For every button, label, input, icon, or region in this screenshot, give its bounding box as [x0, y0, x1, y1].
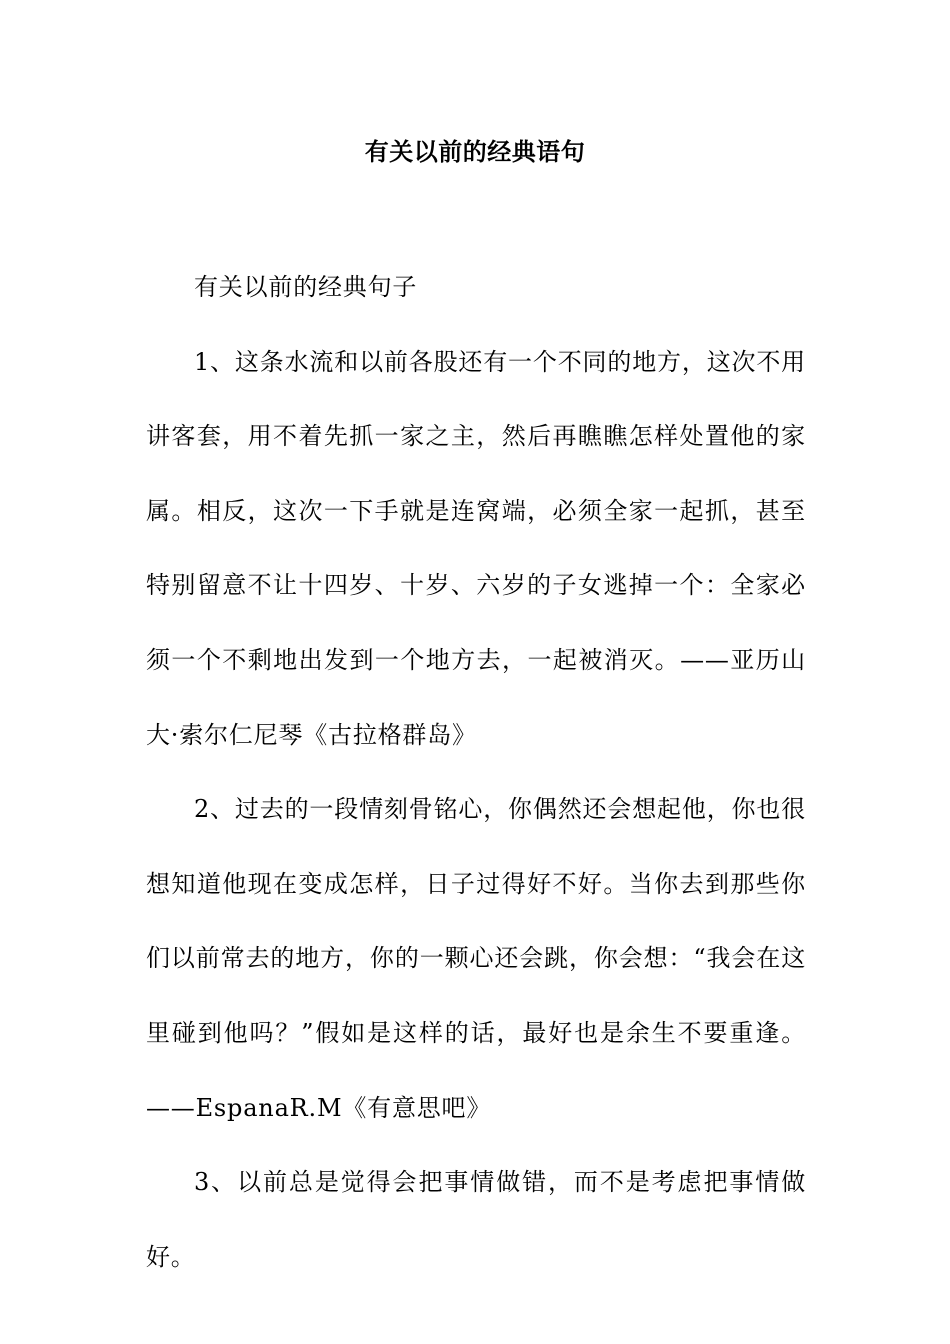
quote-paragraph-2: 2、过去的一段情刻骨铭心，你偶然还会想起他，你也很想知道他现在变成怎样，日子过得好不好。当你去到那些你们以前常去的地方，你的一颗心还会跳，你会想：“我会在这里碰到他吗？”假如是这样的话，最好也是余生不要重逢。——EspanaR.M《有意思吧》 — [146, 795, 806, 1122]
quote-paragraph-3: 3、以前总是觉得会把事情做错，而不是考虑把事情做好。 — [146, 1168, 806, 1271]
document-body — [146, 250, 806, 1294]
document-title: 有关以前的经典语句 — [364, 137, 586, 166]
subtitle-paragraph: 有关以前的经典句子 — [194, 273, 418, 301]
quote-paragraph-1: 1、这条水流和以前各股还有一个不同的地方，这次不用讲客套，用不着先抓一家之主，然后再瞧瞧怎样处置他的家属。相反，这次一下手就是连窝端，必须全家一起抓，甚至特别留意不让十四岁、十岁、六岁的子女逃掉一个：全家必须一个不剩地出发到一个地方去，一起被消灭。——亚历山大·索尔仁尼琴《古拉格群岛》 — [146, 347, 806, 749]
